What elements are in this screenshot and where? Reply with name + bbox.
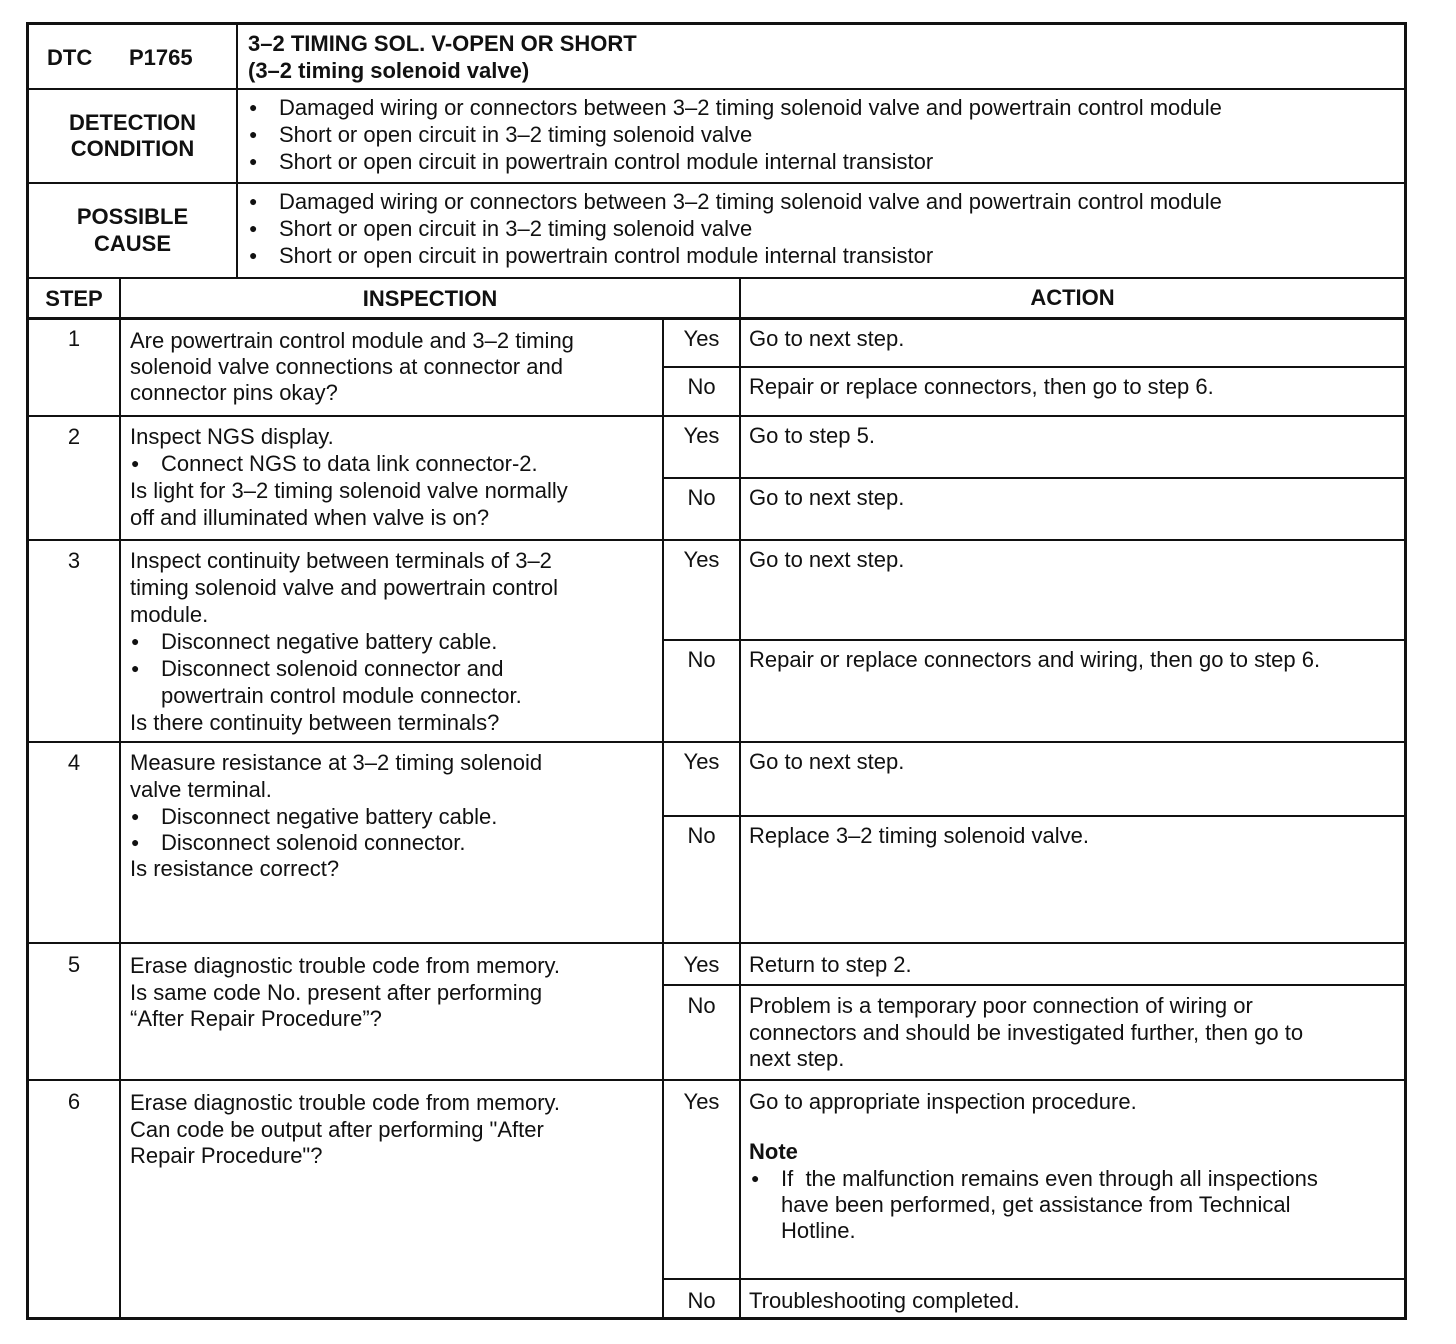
inspection-line: Is light for 3–2 timing solenoid valve normally (130, 478, 568, 503)
rule-step4-bottom (29, 942, 1404, 944)
no-label: No (687, 1288, 716, 1313)
detection-item: ● Short or open circuit in 3–2 timing solenoid valve (279, 121, 752, 148)
column-header-step: STEP (45, 286, 103, 311)
note-line: Hotline. (781, 1218, 856, 1243)
cause-label-line1: POSSIBLE (76, 204, 189, 229)
inspection-bullet: ● Disconnect solenoid connector and (161, 655, 503, 682)
rule-step6-split (662, 1278, 1404, 1280)
inspection-line: off and illuminated when valve is on? (130, 505, 490, 530)
inspection-line: Can code be output after performing "After (130, 1117, 544, 1142)
no-label: No (687, 485, 716, 510)
inspection-line: Measure resistance at 3–2 timing solenoid (130, 750, 543, 775)
yes-label: Yes (683, 423, 720, 448)
no-action: Repair or replace connectors and wiring, then go to step 6. (749, 647, 1321, 672)
inspection-bullet: ● Disconnect negative battery cable. (161, 803, 497, 830)
inspection-line: Erase diagnostic trouble code from memory. (130, 953, 560, 978)
no-action: Repair or replace connectors, then go to step 6. (749, 374, 1214, 399)
inspection-line: solenoid valve connections at connector and (130, 354, 563, 379)
rule-columns-bottom (29, 317, 1404, 320)
dtc-subtitle: (3–2 timing solenoid valve) (248, 58, 530, 83)
inspection-line: Is there continuity between terminals? (130, 710, 500, 735)
rule-step2-bottom (29, 539, 1404, 541)
dtc-troubleshooting-sheet (26, 22, 1407, 1320)
step-number: 6 (67, 1089, 81, 1114)
no-action: Troubleshooting completed. (749, 1288, 1020, 1313)
note-bullet: ● If the malfunction remains even through all inspections (781, 1165, 1318, 1192)
no-label: No (687, 993, 716, 1018)
rule-step3-bottom (29, 741, 1404, 743)
yes-action: Go to next step. (749, 749, 905, 774)
no-action-line: Problem is a temporary poor connection of wiring or (749, 993, 1253, 1018)
detection-label-line1: DETECTION (68, 110, 197, 135)
step-number: 1 (67, 326, 81, 351)
dtc-label: DTC (47, 45, 93, 70)
rule-step2-split (662, 477, 1404, 479)
inspection-line: powertrain control module connector. (161, 683, 522, 708)
yes-label: Yes (683, 326, 720, 351)
rule-action-column (739, 278, 741, 1318)
step-number: 3 (67, 548, 81, 573)
detection-label-line2: CONDITION (70, 136, 195, 161)
inspection-line: connector pins okay? (130, 380, 338, 405)
yes-label: Yes (683, 1089, 720, 1114)
inspection-line: Repair Procedure"? (130, 1143, 323, 1168)
step-number: 2 (67, 424, 81, 449)
inspection-line: Is same code No. present after performing (130, 980, 543, 1005)
note-line: have been performed, get assistance from Technical (781, 1192, 1291, 1217)
rule-step1-bottom (29, 415, 1404, 417)
rule-step5-bottom (29, 1079, 1404, 1081)
note-title: Note (749, 1139, 798, 1164)
step-number: 4 (67, 750, 81, 775)
no-action-line: connectors and should be investigated further, then go to (749, 1020, 1304, 1045)
rule-step1-split (662, 366, 1404, 368)
dtc-code: P1765 (129, 45, 193, 70)
inspection-line: Erase diagnostic trouble code from memory. (130, 1090, 560, 1115)
yes-label: Yes (683, 547, 720, 572)
inspection-line: Inspect NGS display. (130, 424, 334, 449)
inspection-line: Are powertrain control module and 3–2 timing (130, 328, 574, 353)
rule-step3-split (662, 639, 1404, 641)
yes-action: Go to next step. (749, 547, 905, 572)
no-action: Replace 3–2 timing solenoid valve. (749, 823, 1089, 848)
inspection-line: Is resistance correct? (130, 856, 340, 881)
inspection-line: valve terminal. (130, 777, 272, 802)
inspection-bullet: ● Disconnect negative battery cable. (161, 628, 497, 655)
rule-label-column (236, 25, 238, 278)
dtc-title: 3–2 TIMING SOL. V-OPEN OR SHORT (248, 31, 637, 56)
rule-step-column (119, 278, 121, 1318)
yes-label: Yes (683, 749, 720, 774)
cause-label-line2: CAUSE (93, 231, 171, 256)
yes-action: Return to step 2. (749, 952, 912, 977)
no-label: No (687, 823, 716, 848)
no-label: No (687, 647, 716, 672)
cause-item: ● Damaged wiring or connectors between 3–2 timing solenoid valve and powertrain control module (279, 188, 1222, 215)
yes-label: Yes (683, 952, 720, 977)
no-action-line: next step. (749, 1046, 845, 1071)
rule-step5-split (662, 984, 1404, 986)
no-action: Go to next step. (749, 485, 905, 510)
cause-item: ● Short or open circuit in powertrain control module internal transistor (279, 242, 933, 269)
yes-action: Go to appropriate inspection procedure. (749, 1089, 1137, 1114)
inspection-line: Inspect continuity between terminals of 3–2 (130, 548, 552, 573)
column-header-inspection: INSPECTION (362, 286, 498, 311)
inspection-line: timing solenoid valve and powertrain control (130, 575, 559, 600)
cause-item: ● Short or open circuit in 3–2 timing solenoid valve (279, 215, 752, 242)
inspection-bullet: ● Disconnect solenoid connector. (161, 829, 466, 856)
yes-action: Go to step 5. (749, 423, 875, 448)
no-label: No (687, 374, 716, 399)
inspection-line: “After Repair Procedure”? (130, 1006, 382, 1031)
rule-step4-split (662, 815, 1404, 817)
rule-yesno-column (662, 318, 664, 1318)
inspection-bullet: ● Connect NGS to data link connector-2. (161, 450, 538, 477)
detection-item: ● Short or open circuit in powertrain control module internal transistor (279, 148, 933, 175)
step-number: 5 (67, 952, 81, 977)
inspection-line: module. (130, 602, 209, 627)
yes-action: Go to next step. (749, 326, 905, 351)
column-header-action: ACTION (1030, 285, 1115, 310)
detection-item: ● Damaged wiring or connectors between 3–2 timing solenoid valve and powertrain control module (279, 94, 1222, 121)
